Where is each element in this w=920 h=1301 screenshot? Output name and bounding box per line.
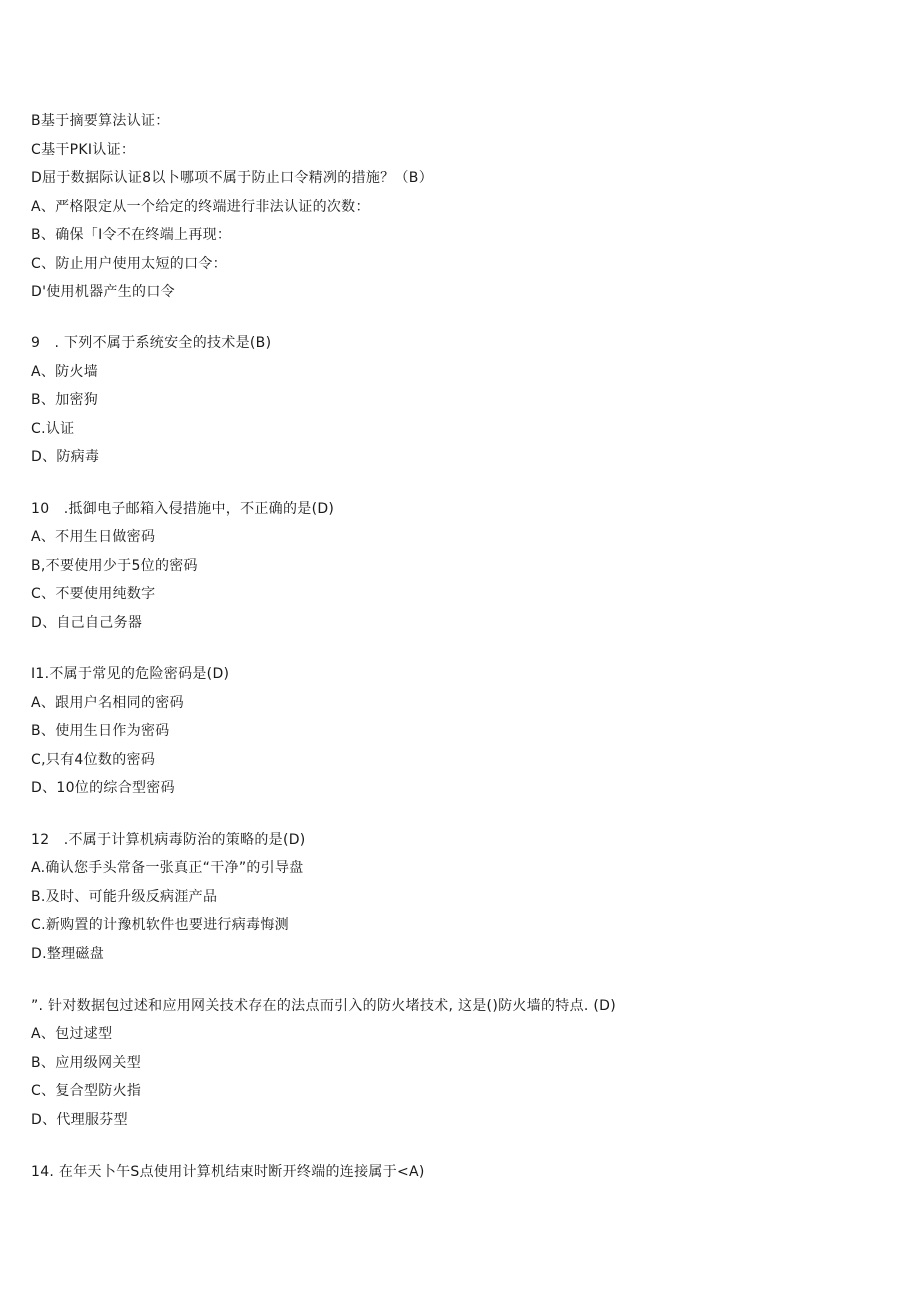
question-line: I1.不属于常见的危险密码是(D) (31, 666, 230, 682)
option-line: C,只有4位数的密码 (31, 752, 156, 768)
option-line: D、代理服芬型 (31, 1112, 128, 1128)
option-line: A、包过逑型 (31, 1026, 113, 1042)
option-line: B、使用生日作为密码 (31, 723, 170, 739)
option-line: A、不用生日做密码 (31, 529, 156, 545)
option-line: C.认证 (31, 421, 75, 437)
option-line: B,不要使用少于5位的密码 (31, 558, 198, 574)
option-line: A、跟用户名相同的密码 (31, 695, 184, 711)
option-line: B.及时、可能升级反病涯产品 (31, 889, 218, 905)
option-line: C、不要使用纯数字 (31, 586, 156, 602)
question-line: D屈于数据际认证8以卜哪项不属于防止口令精冽的措施？（B） (31, 170, 433, 186)
question-line: ”. 针对数据包过述和应用网关技术存在的法点而引入的防火堵技术, 这是()防火墙的特点. (D) (31, 998, 616, 1014)
option-line: D.整理磁盘 (31, 946, 105, 962)
option-line: D'使用机器产生的口令 (31, 284, 175, 300)
question-line: 14. 在年天卜午S点使用计算机结束时断开终端的连接属于<A) (31, 1164, 425, 1180)
option-line: C基干PKI认证： (31, 142, 136, 158)
question-line: 9 . 下列不属于系统安全的技术是(B) (31, 335, 272, 351)
option-line: D、10位的综合型密码 (31, 780, 175, 796)
option-line: C、防止用户使用太短的口令： (31, 256, 227, 272)
option-line: B基于摘要算法认证： (31, 113, 170, 129)
option-line: A.确认您手头常备一张真正“干净”的引导盘 (31, 860, 304, 876)
option-line: B、加密狗 (31, 392, 99, 408)
option-line: B、确保「I令不在终端上再现： (31, 227, 232, 243)
option-line: D、自己自己务器 (31, 615, 143, 631)
option-line: B、应用级网关型 (31, 1055, 142, 1071)
question-line: 10 .抵御电子邮箱入侵措施中，不正确的是(D) (31, 501, 335, 517)
option-line: C.新购置的计豫机软件也要进行病毒悔测 (31, 917, 289, 933)
option-line: C、复合型防火指 (31, 1083, 142, 1099)
option-line: A、防火墙 (31, 364, 99, 380)
option-line: A、严格限定从一个给定的终端进行非法认证的次数： (31, 199, 370, 215)
question-line: 12 .不属于计算机病毒防治的策略的是(D) (31, 832, 306, 848)
option-line: D、防病毒 (31, 449, 100, 465)
